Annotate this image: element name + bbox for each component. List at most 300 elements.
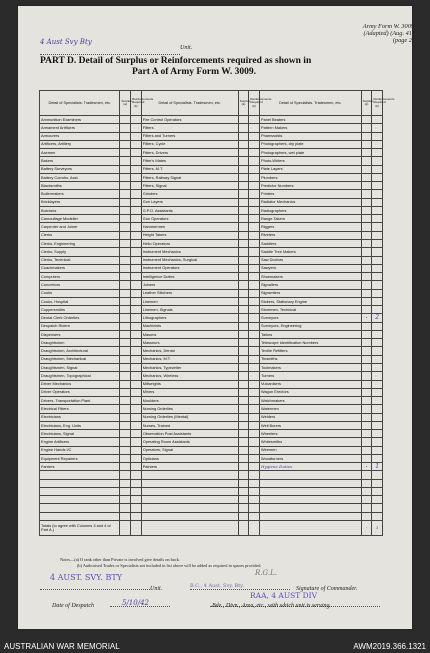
surplus-cell bbox=[120, 413, 131, 421]
surplus-cell bbox=[361, 430, 372, 438]
surplus-cell bbox=[120, 322, 131, 330]
reinforcements-cell bbox=[372, 273, 383, 281]
table-row bbox=[40, 248, 383, 256]
reinforcements-cell bbox=[249, 355, 260, 363]
reinforcements-cell bbox=[372, 496, 383, 504]
trade-name-cell: Fire Control Operators bbox=[141, 116, 238, 124]
surplus-cell bbox=[238, 149, 249, 157]
title-line-1: PART D. Detail of Surplus or Reinforcements required as shown in bbox=[40, 56, 312, 66]
bde-handwritten: RAA, 4 AUST DIV bbox=[250, 591, 318, 600]
reinforcements-cell bbox=[249, 297, 260, 305]
reinforcements-cell bbox=[372, 239, 383, 247]
trade-name-cell: Fitters, Signal bbox=[141, 182, 238, 190]
surplus-cell bbox=[238, 504, 249, 512]
trade-name-cell: Electricians bbox=[40, 413, 120, 421]
reinforcements-cell bbox=[131, 140, 142, 148]
bde-label: Bde., Divn., Area, etc., with which unit is serving. bbox=[212, 603, 331, 609]
surplus-cell bbox=[120, 289, 131, 297]
trade-name-cell bbox=[40, 487, 120, 495]
surplus-cell bbox=[120, 231, 131, 239]
reinforcements-cell bbox=[131, 116, 142, 124]
reinforcements-cell bbox=[249, 182, 260, 190]
surplus-cell bbox=[238, 297, 249, 305]
surplus-cell bbox=[238, 438, 249, 446]
trade-name-cell bbox=[40, 479, 120, 487]
reinforcements-cell bbox=[249, 116, 260, 124]
table-row bbox=[40, 430, 383, 438]
trade-name-cell: Armament Artificers bbox=[40, 124, 120, 132]
surplus-cell bbox=[238, 512, 249, 520]
reinforcements-cell bbox=[372, 140, 383, 148]
trade-name-cell bbox=[259, 487, 361, 495]
trade-name-cell: Engine Artificers bbox=[40, 438, 120, 446]
trade-name-cell: Clerks, Supply bbox=[40, 248, 120, 256]
surplus-cell bbox=[238, 273, 249, 281]
reinforcements-cell bbox=[131, 264, 142, 272]
trade-name-cell: Photographers, wet plate bbox=[259, 149, 361, 157]
surplus-cell bbox=[238, 380, 249, 388]
trade-name-cell: Pharmacists bbox=[259, 132, 361, 140]
surplus-cell bbox=[361, 438, 372, 446]
table-row bbox=[40, 215, 383, 223]
surplus-cell bbox=[120, 405, 131, 413]
surplus-cell bbox=[238, 388, 249, 396]
reinforcements-cell bbox=[249, 430, 260, 438]
trade-name-cell: Turners bbox=[259, 372, 361, 380]
surplus-cell bbox=[238, 372, 249, 380]
table-row bbox=[40, 487, 383, 495]
reinforcements-cell bbox=[372, 471, 383, 479]
surplus-cell bbox=[361, 347, 372, 355]
reinforcements-cell bbox=[249, 322, 260, 330]
trade-name-cell: Hygiene Duties bbox=[259, 463, 361, 471]
reinforcements-cell bbox=[131, 388, 142, 396]
surplus-cell bbox=[238, 124, 249, 132]
reinforcements-cell bbox=[249, 306, 260, 314]
trade-name-cell: Concretors bbox=[40, 281, 120, 289]
reinforcements-cell bbox=[131, 281, 142, 289]
trade-name-cell: Fitters, Cycle bbox=[141, 140, 238, 148]
trade-name-cell: Height Takers bbox=[141, 231, 238, 239]
surplus-cell bbox=[238, 454, 249, 462]
reinforcements-cell bbox=[372, 182, 383, 190]
reinforcements-cell bbox=[131, 496, 142, 504]
surplus-cell bbox=[120, 297, 131, 305]
reinforcements-cell bbox=[372, 438, 383, 446]
surplus-cell bbox=[120, 496, 131, 504]
surplus-cell bbox=[238, 215, 249, 223]
reinforcements-cell bbox=[249, 198, 260, 206]
unit-dotted-line bbox=[40, 580, 150, 590]
trade-name-cell: Butchers bbox=[40, 206, 120, 214]
surplus-cell bbox=[361, 363, 372, 371]
totals-reinf: 3 bbox=[372, 521, 383, 536]
reinforcements-cell bbox=[372, 322, 383, 330]
reinforcements-cell bbox=[249, 157, 260, 165]
reinforcements-cell bbox=[131, 157, 142, 165]
reinforcements-cell bbox=[249, 231, 260, 239]
surplus-cell: - bbox=[361, 314, 372, 322]
trade-name-cell: Fitters, M.T. bbox=[141, 165, 238, 173]
surplus-cell bbox=[120, 198, 131, 206]
footer-bar bbox=[0, 634, 430, 653]
reinforcements-cell bbox=[372, 355, 383, 363]
table-row bbox=[40, 438, 383, 446]
reinforcements-cell bbox=[131, 413, 142, 421]
reinforcements-cell bbox=[372, 363, 383, 371]
trade-name-cell: Telescope Identification Numbers bbox=[259, 339, 361, 347]
surplus-cell bbox=[120, 339, 131, 347]
surplus-cell bbox=[120, 173, 131, 181]
trade-name-cell: Radiator Mechanics bbox=[259, 198, 361, 206]
reinforcements-cell bbox=[372, 116, 383, 124]
reinforcements-cell bbox=[131, 182, 142, 190]
trade-name-cell: Engine Hands I/C bbox=[40, 446, 120, 454]
trade-name-cell: Surveyors, Engineering bbox=[259, 322, 361, 330]
table-row bbox=[40, 149, 383, 157]
surplus-cell bbox=[120, 165, 131, 173]
surplus-cell bbox=[120, 182, 131, 190]
trade-name-cell: Instrument Operators bbox=[141, 264, 238, 272]
surplus-cell bbox=[361, 496, 372, 504]
date-value: 5/10/42 bbox=[122, 599, 149, 607]
surplus-cell bbox=[120, 314, 131, 322]
table-row bbox=[40, 289, 383, 297]
trade-name-cell: Drivers, Transportation Plant bbox=[40, 397, 120, 405]
reinforcements-cell bbox=[372, 223, 383, 231]
surplus-cell bbox=[120, 454, 131, 462]
trade-name-cell: Surveyors bbox=[259, 314, 361, 322]
trade-name-cell: G.P.O. Assistants bbox=[141, 206, 238, 214]
form-number-block bbox=[304, 23, 414, 45]
trade-name-cell: Leather Stitchers bbox=[141, 289, 238, 297]
reinforcements-cell bbox=[372, 297, 383, 305]
reinforcements-cell bbox=[249, 421, 260, 429]
surplus-cell bbox=[238, 397, 249, 405]
reinforcements-cell bbox=[131, 339, 142, 347]
trade-name-cell: Photo-Writers bbox=[259, 157, 361, 165]
surplus-cell bbox=[361, 215, 372, 223]
surplus-cell bbox=[120, 487, 131, 495]
trade-name-cell: Operators, Signal bbox=[141, 446, 238, 454]
reinforcements-cell bbox=[131, 173, 142, 181]
header-reinf-3: Reinforcements Required (b) bbox=[372, 91, 383, 116]
trade-name-cell: Opticians bbox=[141, 454, 238, 462]
trade-name-cell: Equipment Repairers bbox=[40, 454, 120, 462]
reinforcements-cell bbox=[372, 256, 383, 264]
trade-name-cell: Bricklayers bbox=[40, 198, 120, 206]
header-surplus-2: Surplus (a) bbox=[238, 91, 249, 116]
surplus-cell bbox=[238, 116, 249, 124]
trade-name-cell: Radiographers bbox=[259, 206, 361, 214]
surplus-cell bbox=[238, 479, 249, 487]
trade-name-cell: Fitters bbox=[141, 124, 238, 132]
surplus-cell bbox=[361, 487, 372, 495]
reinforcements-cell bbox=[249, 223, 260, 231]
surplus-cell bbox=[120, 306, 131, 314]
reinforcements-cell bbox=[249, 132, 260, 140]
trade-name-cell bbox=[40, 504, 120, 512]
trade-name-cell: Welders bbox=[259, 413, 361, 421]
table-row bbox=[40, 363, 383, 371]
trade-name-cell: Range Takers bbox=[259, 215, 361, 223]
table-row bbox=[40, 463, 383, 471]
reinforcements-cell bbox=[131, 306, 142, 314]
trade-name-cell: Panel Beaters bbox=[259, 116, 361, 124]
trade-name-cell bbox=[259, 471, 361, 479]
surplus-cell bbox=[361, 173, 372, 181]
surplus-cell bbox=[361, 512, 372, 520]
form-adapted: (Adapted) (Aug. 41) bbox=[363, 30, 414, 38]
reinforcements-cell bbox=[372, 413, 383, 421]
reinforcements-cell bbox=[249, 438, 260, 446]
surplus-cell bbox=[361, 231, 372, 239]
surplus-cell bbox=[120, 363, 131, 371]
table-row bbox=[40, 157, 383, 165]
trade-name-cell: Ammunition Examiners bbox=[40, 116, 120, 124]
reinforcements-cell bbox=[249, 165, 260, 173]
table-row bbox=[40, 198, 383, 206]
table-row bbox=[40, 330, 383, 338]
reinforcements-cell bbox=[249, 347, 260, 355]
reinforcements-cell bbox=[372, 306, 383, 314]
surplus-cell bbox=[120, 438, 131, 446]
reinforcements-cell bbox=[131, 347, 142, 355]
table-row bbox=[40, 190, 383, 198]
reinforcements-cell bbox=[372, 157, 383, 165]
trade-name-cell: Camouflage Modeller bbox=[40, 215, 120, 223]
trade-name-cell: Grinders bbox=[141, 190, 238, 198]
reinforcements-cell bbox=[372, 339, 383, 347]
reinforcements-cell bbox=[131, 380, 142, 388]
reinforcements-cell bbox=[131, 289, 142, 297]
trade-name-cell: Vulcanisers bbox=[259, 380, 361, 388]
reinforcements-cell: 1 bbox=[372, 463, 383, 471]
trade-name-cell: Bakers bbox=[40, 157, 120, 165]
trade-name-cell: Saddle Tree Makers bbox=[259, 248, 361, 256]
surplus-cell bbox=[238, 330, 249, 338]
trade-name-cell: Gun Operators bbox=[141, 215, 238, 223]
table-row bbox=[40, 504, 383, 512]
surplus-cell bbox=[238, 132, 249, 140]
surplus-cell bbox=[361, 454, 372, 462]
surplus-cell bbox=[238, 231, 249, 239]
surplus-cell bbox=[120, 504, 131, 512]
trade-name-cell: Mechanics, Wireless bbox=[141, 372, 238, 380]
surplus-cell bbox=[120, 380, 131, 388]
trade-name-cell: Predictor Numbers bbox=[259, 182, 361, 190]
surplus-cell bbox=[361, 132, 372, 140]
reinforcements-cell bbox=[131, 355, 142, 363]
reinforcements-cell bbox=[372, 173, 383, 181]
surplus-cell bbox=[361, 273, 372, 281]
surplus-cell bbox=[238, 355, 249, 363]
surplus-cell bbox=[120, 446, 131, 454]
surplus-cell bbox=[361, 405, 372, 413]
trade-name-cell: Clerks, Engineering bbox=[40, 239, 120, 247]
surplus-cell bbox=[361, 140, 372, 148]
table-row bbox=[40, 380, 383, 388]
reinforcements-cell bbox=[131, 132, 142, 140]
footer-accession: AWM2019.366.1321 bbox=[353, 642, 426, 651]
surplus-cell bbox=[120, 347, 131, 355]
trade-name-cell: Dispensers bbox=[40, 330, 120, 338]
reinforcements-cell bbox=[131, 397, 142, 405]
trade-name-cell: Whitesmiths bbox=[259, 438, 361, 446]
surplus-cell bbox=[120, 273, 131, 281]
trade-name-cell: Fitters, Drivers bbox=[141, 149, 238, 157]
signature-dotted-line bbox=[190, 580, 290, 590]
reinforcements-cell bbox=[249, 256, 260, 264]
table-row bbox=[40, 116, 383, 124]
surplus-cell bbox=[238, 430, 249, 438]
table-row bbox=[40, 281, 383, 289]
table-row bbox=[40, 239, 383, 247]
trade-name-cell: Wagon Erectors bbox=[259, 388, 361, 396]
reinforcements-cell bbox=[372, 504, 383, 512]
trade-name-cell: Draughtsmen, Topographical bbox=[40, 372, 120, 380]
trade-name-cell: Blacksmiths bbox=[40, 182, 120, 190]
surplus-cell bbox=[120, 149, 131, 157]
surplus-cell bbox=[238, 322, 249, 330]
trade-name-cell bbox=[40, 496, 120, 504]
surplus-cell bbox=[238, 446, 249, 454]
surplus-cell bbox=[238, 190, 249, 198]
surplus-cell bbox=[361, 322, 372, 330]
surplus-cell bbox=[361, 190, 372, 198]
trade-name-cell: Coppersmiths bbox=[40, 306, 120, 314]
reinforcements-cell bbox=[131, 471, 142, 479]
trade-name-cell bbox=[141, 471, 238, 479]
table-row bbox=[40, 231, 383, 239]
table-row bbox=[40, 397, 383, 405]
table-row bbox=[40, 182, 383, 190]
surplus-cell bbox=[120, 248, 131, 256]
table-row bbox=[40, 165, 383, 173]
trade-name-cell: Carpenter and Joiner bbox=[40, 223, 120, 231]
surplus-cell bbox=[120, 239, 131, 247]
table-row bbox=[40, 140, 383, 148]
surplus-cell bbox=[361, 471, 372, 479]
reinforcements-cell bbox=[249, 264, 260, 272]
surplus-cell bbox=[361, 388, 372, 396]
table-row bbox=[40, 446, 383, 454]
trade-name-cell: Hammermen bbox=[141, 223, 238, 231]
reinforcements-cell bbox=[249, 140, 260, 148]
trade-name-cell: Textile Refitters bbox=[259, 347, 361, 355]
reinforcements-cell bbox=[372, 430, 383, 438]
trade-name-cell: Cooks bbox=[40, 289, 120, 297]
form-title bbox=[40, 56, 370, 78]
reinforcements-cell bbox=[249, 471, 260, 479]
surplus-cell bbox=[120, 463, 131, 471]
reinforcements-cell bbox=[131, 405, 142, 413]
trade-name-cell: Draughtsmen, Signal bbox=[40, 363, 120, 371]
table-row bbox=[40, 306, 383, 314]
reinforcements-cell bbox=[249, 339, 260, 347]
trade-name-cell: Saddlers bbox=[259, 239, 361, 247]
trade-name-cell: Riveters bbox=[259, 231, 361, 239]
trade-name-cell: Farriers bbox=[40, 463, 120, 471]
trade-name-cell: Tailors bbox=[259, 330, 361, 338]
surplus-cell bbox=[238, 256, 249, 264]
reinforcements-cell bbox=[249, 413, 260, 421]
table-row bbox=[40, 322, 383, 330]
surplus-cell bbox=[120, 397, 131, 405]
surplus-cell bbox=[120, 471, 131, 479]
trade-name-cell: Well Borers bbox=[259, 421, 361, 429]
reinforcements-cell bbox=[131, 430, 142, 438]
reinforcements-cell bbox=[131, 487, 142, 495]
totals-label: Totals (to agree with Columns 3 and 4 of Part A.) bbox=[40, 521, 120, 536]
reinforcements-cell bbox=[372, 281, 383, 289]
trade-name-cell: Mechanics, Typewriter bbox=[141, 363, 238, 371]
unit-stamp: 4 AUST. SVY. BTY bbox=[50, 573, 122, 582]
surplus-cell bbox=[361, 198, 372, 206]
trade-name-cell: Moulders bbox=[141, 397, 238, 405]
unit-label: Unit. bbox=[180, 45, 193, 51]
trade-name-cell: Operating Room Assistants bbox=[141, 438, 238, 446]
surplus-cell bbox=[120, 215, 131, 223]
reinforcements-cell bbox=[249, 372, 260, 380]
trade-name-cell: Signallers bbox=[259, 281, 361, 289]
reinforcements-cell bbox=[372, 289, 383, 297]
reinforcements-cell bbox=[372, 372, 383, 380]
reinforcements-cell bbox=[249, 454, 260, 462]
reinforcements-cell bbox=[372, 231, 383, 239]
surplus-cell bbox=[238, 413, 249, 421]
surplus-cell bbox=[120, 479, 131, 487]
trade-name-cell: Machinists bbox=[141, 322, 238, 330]
reinforcements-cell bbox=[249, 289, 260, 297]
surplus-cell bbox=[361, 330, 372, 338]
trade-name-cell bbox=[259, 504, 361, 512]
surplus-cell bbox=[120, 223, 131, 231]
reinforcements-cell bbox=[249, 363, 260, 371]
surplus-cell bbox=[361, 124, 372, 132]
reinforcements-cell bbox=[249, 314, 260, 322]
surplus-cell bbox=[238, 306, 249, 314]
trade-name-cell: Signwriters bbox=[259, 289, 361, 297]
surplus-cell bbox=[238, 281, 249, 289]
trade-name-cell: Intelligence Duties bbox=[141, 273, 238, 281]
footer-institution: AUSTRALIAN WAR MEMORIAL bbox=[4, 642, 120, 651]
trade-name-cell: Toolmakers bbox=[259, 363, 361, 371]
surplus-cell bbox=[361, 165, 372, 173]
surplus-cell bbox=[120, 421, 131, 429]
table-row bbox=[40, 388, 383, 396]
reinforcements-cell bbox=[131, 463, 142, 471]
surplus-cell bbox=[238, 264, 249, 272]
reinforcements-cell bbox=[131, 239, 142, 247]
surplus-cell bbox=[238, 165, 249, 173]
surplus-cell bbox=[238, 339, 249, 347]
reinforcements-cell bbox=[131, 479, 142, 487]
reinforcements-cell: 2 bbox=[372, 314, 383, 322]
surplus-cell bbox=[361, 421, 372, 429]
trade-name-cell bbox=[141, 479, 238, 487]
reinforcements-cell bbox=[249, 273, 260, 281]
surplus-cell bbox=[120, 256, 131, 264]
reinforcements-cell bbox=[372, 487, 383, 495]
signature-scrawl: R.G.L. bbox=[255, 569, 277, 577]
table-row bbox=[40, 413, 383, 421]
reinforcements-cell bbox=[249, 248, 260, 256]
reinforcements-cell bbox=[249, 512, 260, 520]
trade-name-cell: Linemen, Signals bbox=[141, 306, 238, 314]
surplus-cell bbox=[238, 182, 249, 190]
reinforcements-cell bbox=[131, 165, 142, 173]
